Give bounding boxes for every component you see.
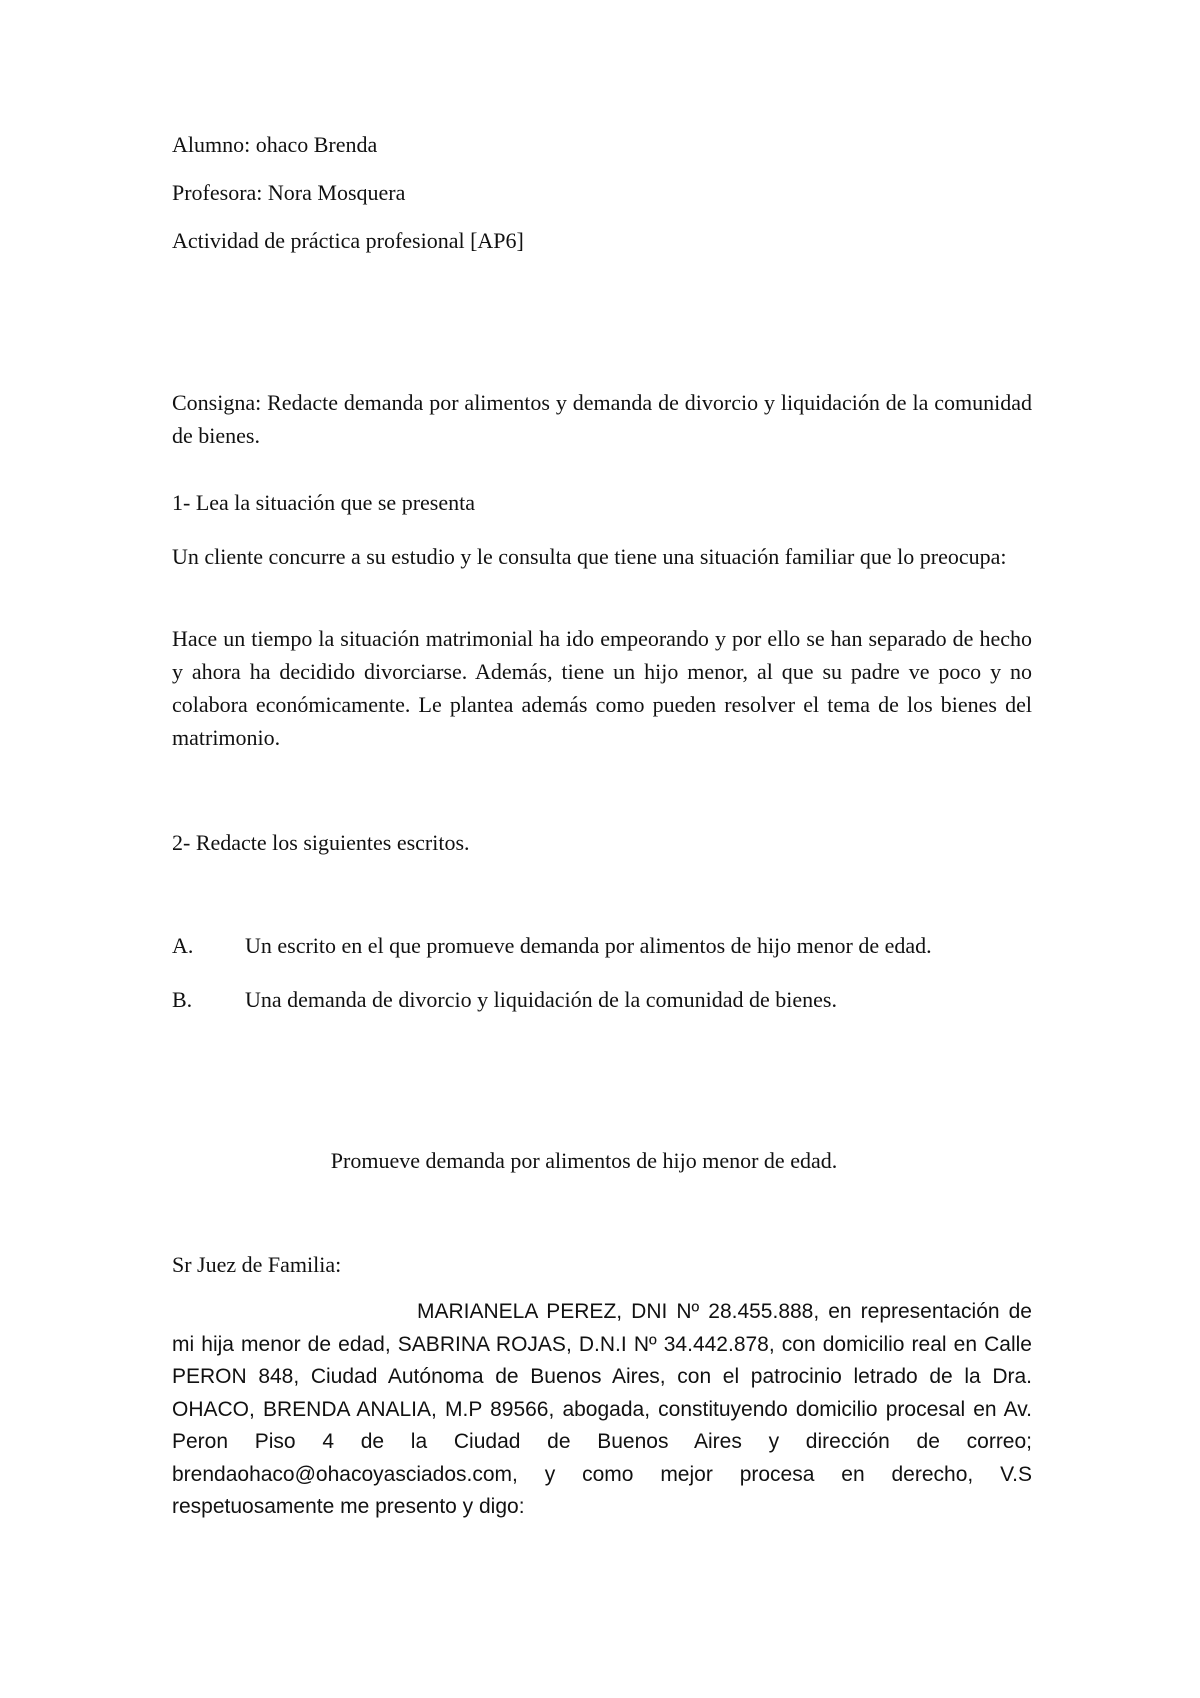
step-1-heading: 1- Lea la situación que se presenta [172, 490, 475, 515]
list-item-b: Una demanda de divorcio y liquidación de la comunidad de bienes. [245, 987, 837, 1012]
teacher-line: Profesora: Nora Mosquera [172, 180, 406, 205]
activity-line: Actividad de práctica profesional [AP6] [172, 228, 524, 253]
list-item-a: Un escrito en el que promueve demanda por alimentos de hijo menor de edad. [245, 933, 932, 958]
writ-title: Promueve demanda por alimentos de hijo menor de edad. [330, 1148, 838, 1173]
step-2-heading: 2- Redacte los siguientes escritos. [172, 830, 470, 855]
list-marker-b: B. [172, 987, 193, 1012]
student-line: Alumno: ohaco Brenda [172, 132, 378, 157]
consigna-paragraph: Consigna: Redacte demanda por alimentos y demanda de divorcio y liquidación de la comunidad de bienes. [172, 390, 1032, 448]
writ-addressee: Sr Juez de Familia: [172, 1252, 342, 1277]
situation-intro-paragraph: Un cliente concurre a su estudio y le consulta que tiene una situación familiar que lo preocupa: [172, 544, 1007, 569]
list-marker-a: A. [172, 933, 194, 958]
writ-body-paragraph: MARIANELA PEREZ, DNI Nº 28.455.888, en representación de mi hija menor de edad, SABRINA ROJAS, D.N.I Nº 34.442.878, con domicilio real en Calle PERON 848, Ciudad Autónoma de Buenos Aires, con el patrocinio letrado de la Dra. OHACO, BRENDA ANALIA, M.P 89566, abogada, constituyendo domicilio procesal en Av. Peron Piso 4 de la Ciudad de Buenos Aires y dirección de correo; brendaohaco@ohacoyasciados.com, y como mejor procesa en derecho, V.S respetuosamente me presento y digo: [172, 1300, 1032, 1518]
situation-body-paragraph: Hace un tiempo la situación matrimonial ha ido empeorando y por ello se han separado de hecho y ahora ha decidido divorciarse. Además, tiene un hijo menor, al que su padre ve poco y no colabora económicamente. Le plantea además como pueden resolver el tema de los bienes del matrimonio. [172, 626, 1032, 750]
